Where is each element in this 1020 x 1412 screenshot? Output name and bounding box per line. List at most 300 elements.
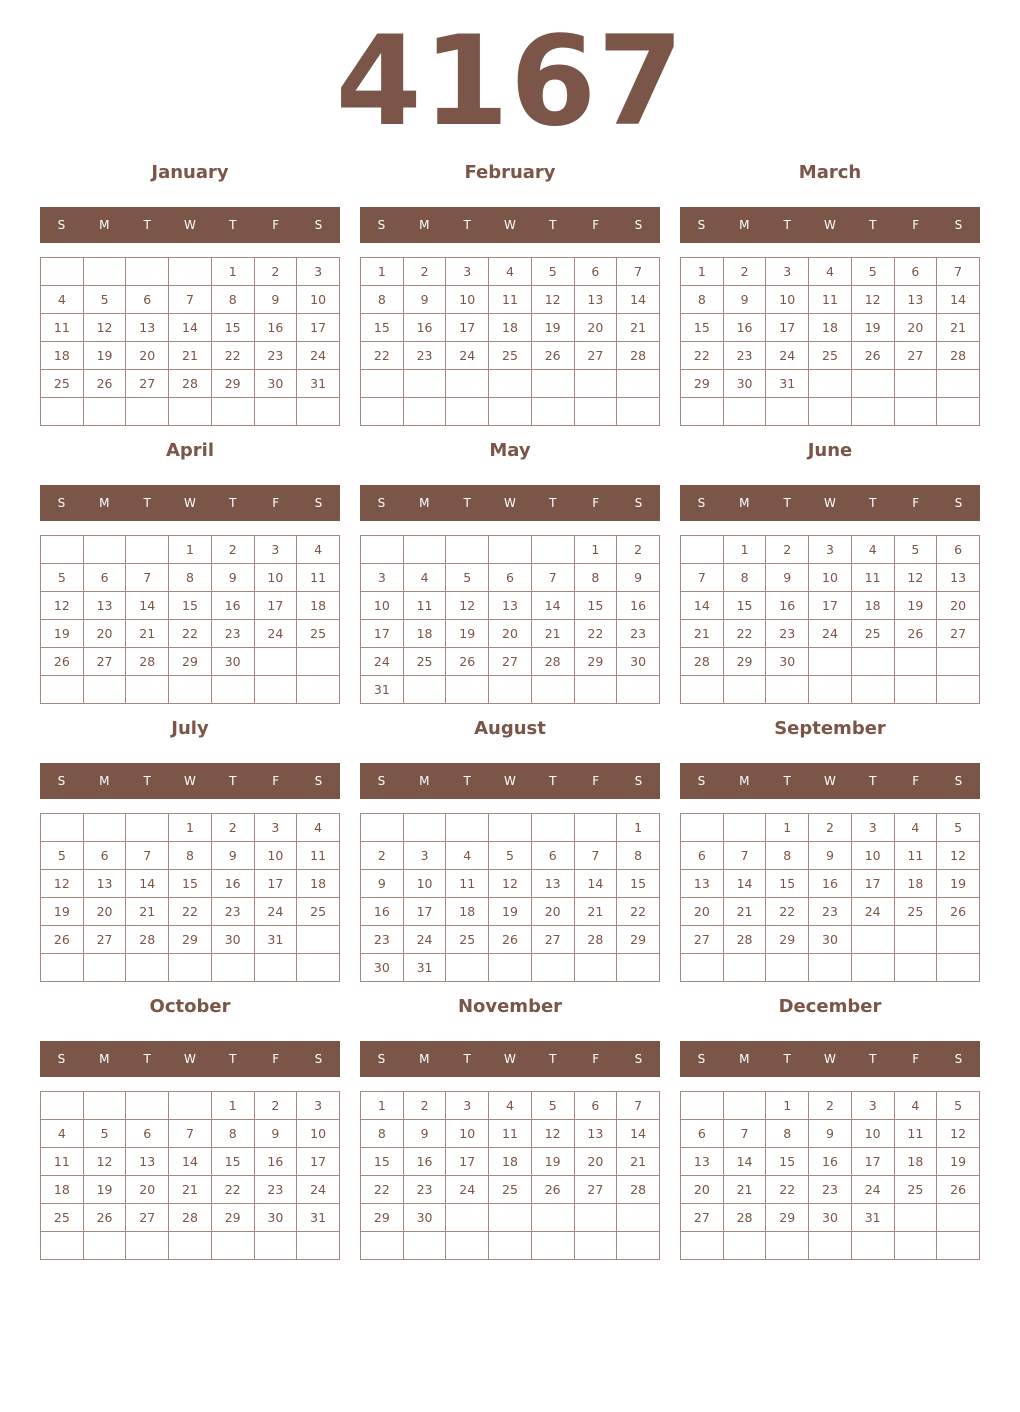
week-row: [41, 870, 340, 898]
day-cell: 6: [681, 1120, 724, 1148]
day-cell: 18: [809, 314, 852, 342]
week-row: [41, 314, 340, 342]
weekday-label: F: [912, 218, 920, 232]
day-cell: 17: [851, 1148, 894, 1176]
weekday-label: S: [954, 496, 963, 510]
day-cell: 27: [83, 648, 126, 676]
week-row: [681, 898, 980, 926]
day-cell: 3: [297, 258, 340, 286]
week-row: [41, 1204, 340, 1232]
day-cell: 11: [297, 564, 340, 592]
day-cell: 10: [446, 1120, 489, 1148]
day-cell: 6: [681, 842, 724, 870]
weekday-label: T: [783, 218, 791, 232]
week-row: [681, 1204, 980, 1232]
empty-day-cell: [361, 1232, 404, 1260]
day-cell: 1: [766, 814, 809, 842]
day-cell: 26: [531, 1176, 574, 1204]
day-cell: 31: [766, 370, 809, 398]
day-cell: 16: [723, 314, 766, 342]
day-cell: 13: [83, 870, 126, 898]
day-cell: 21: [531, 620, 574, 648]
empty-day-cell: [894, 648, 937, 676]
day-cell: 28: [617, 342, 660, 370]
day-cell: 17: [809, 592, 852, 620]
empty-day-cell: [126, 676, 169, 704]
empty-day-cell: [211, 398, 254, 426]
day-cell: 19: [446, 620, 489, 648]
weekday-label: T: [143, 218, 151, 232]
week-row: [361, 286, 660, 314]
day-cell: 8: [766, 842, 809, 870]
empty-day-cell: [297, 1232, 340, 1260]
week-row: [681, 870, 980, 898]
week-row: [681, 564, 980, 592]
empty-day-cell: [681, 398, 724, 426]
day-cell: 18: [41, 342, 84, 370]
weekday-label: S: [634, 1052, 643, 1066]
day-cell: 9: [403, 1120, 446, 1148]
empty-day-cell: [851, 926, 894, 954]
weekday-header: [360, 763, 660, 799]
day-cell: 8: [361, 286, 404, 314]
day-cell: 10: [254, 842, 297, 870]
day-cell: 15: [574, 592, 617, 620]
week-row: [681, 954, 980, 982]
day-cell: 18: [489, 1148, 532, 1176]
empty-day-cell: [446, 1204, 489, 1232]
day-cell: 29: [617, 926, 660, 954]
day-cell: 29: [169, 926, 212, 954]
week-row: [681, 1148, 980, 1176]
day-cell: 16: [403, 1148, 446, 1176]
day-cell: 3: [446, 258, 489, 286]
week-row: [681, 536, 980, 564]
week-row: [41, 1092, 340, 1120]
day-cell: 18: [894, 870, 937, 898]
empty-day-cell: [723, 954, 766, 982]
empty-day-cell: [531, 398, 574, 426]
week-row: [681, 286, 980, 314]
empty-day-cell: [446, 954, 489, 982]
month-name: April: [165, 440, 215, 461]
day-cell: 18: [851, 592, 894, 620]
empty-day-cell: [446, 398, 489, 426]
weekday-label: F: [272, 218, 280, 232]
weekday-label: S: [954, 774, 963, 788]
empty-day-cell: [766, 398, 809, 426]
empty-day-cell: [361, 814, 404, 842]
year-title: 4167: [335, 10, 685, 154]
weekday-label: S: [634, 218, 643, 232]
day-cell: 26: [894, 620, 937, 648]
empty-day-cell: [403, 536, 446, 564]
weekday-label: T: [869, 496, 877, 510]
day-cell: 27: [937, 620, 980, 648]
day-cell: 23: [403, 1176, 446, 1204]
day-cell: 25: [489, 1176, 532, 1204]
empty-day-cell: [723, 1092, 766, 1120]
day-cell: 9: [809, 1120, 852, 1148]
weekday-label: S: [697, 774, 706, 788]
weekday-label: T: [783, 1052, 791, 1066]
empty-day-cell: [41, 258, 84, 286]
empty-day-cell: [723, 398, 766, 426]
week-row: [41, 286, 340, 314]
empty-day-cell: [211, 1232, 254, 1260]
week-row: [361, 1232, 660, 1260]
empty-day-cell: [41, 814, 84, 842]
week-row: [41, 898, 340, 926]
day-cell: 11: [851, 564, 894, 592]
month-name: June: [807, 440, 853, 461]
weekday-label: S: [634, 774, 643, 788]
weekday-label: T: [549, 218, 557, 232]
empty-day-cell: [83, 1092, 126, 1120]
day-cell: 9: [766, 564, 809, 592]
week-row: [681, 592, 980, 620]
day-grid: [40, 257, 340, 426]
day-cell: 3: [446, 1092, 489, 1120]
day-cell: 27: [681, 926, 724, 954]
week-row: [361, 870, 660, 898]
empty-day-cell: [894, 370, 937, 398]
day-cell: 4: [41, 286, 84, 314]
day-cell: 26: [937, 898, 980, 926]
weekday-label: T: [463, 218, 471, 232]
day-cell: 8: [723, 564, 766, 592]
week-row: [681, 258, 980, 286]
day-cell: 25: [446, 926, 489, 954]
day-cell: 21: [617, 314, 660, 342]
day-grid: [360, 257, 660, 426]
day-cell: 21: [169, 1176, 212, 1204]
day-cell: 2: [403, 1092, 446, 1120]
day-cell: 9: [617, 564, 660, 592]
day-cell: 30: [809, 926, 852, 954]
weekday-label: S: [57, 1052, 66, 1066]
week-row: [361, 1120, 660, 1148]
day-cell: 2: [723, 258, 766, 286]
weekday-label: W: [824, 496, 836, 510]
day-cell: 21: [723, 898, 766, 926]
empty-day-cell: [809, 370, 852, 398]
empty-day-cell: [446, 536, 489, 564]
day-cell: 6: [126, 1120, 169, 1148]
day-cell: 22: [211, 1176, 254, 1204]
week-row: [361, 842, 660, 870]
week-row: [681, 926, 980, 954]
day-cell: 12: [894, 564, 937, 592]
weekday-label: F: [592, 774, 600, 788]
day-cell: 4: [489, 258, 532, 286]
day-cell: 8: [211, 1120, 254, 1148]
empty-day-cell: [169, 676, 212, 704]
empty-day-cell: [617, 1232, 660, 1260]
weekday-label: T: [783, 774, 791, 788]
day-cell: 4: [41, 1120, 84, 1148]
day-cell: 12: [937, 842, 980, 870]
empty-day-cell: [681, 536, 724, 564]
week-row: [361, 342, 660, 370]
day-cell: 8: [169, 564, 212, 592]
day-cell: 10: [766, 286, 809, 314]
day-cell: 24: [766, 342, 809, 370]
empty-day-cell: [297, 648, 340, 676]
day-grid: [360, 535, 660, 704]
day-cell: 7: [681, 564, 724, 592]
weekday-label: M: [739, 1052, 750, 1066]
day-cell: 30: [254, 1204, 297, 1232]
month-name: August: [474, 718, 546, 739]
weekday-label: W: [824, 774, 836, 788]
month-name: July: [171, 718, 209, 739]
day-cell: 4: [489, 1092, 532, 1120]
day-cell: 3: [403, 842, 446, 870]
empty-day-cell: [41, 1092, 84, 1120]
day-cell: 16: [766, 592, 809, 620]
day-cell: 12: [531, 286, 574, 314]
day-cell: 6: [894, 258, 937, 286]
day-cell: 1: [574, 536, 617, 564]
day-cell: 9: [211, 564, 254, 592]
day-cell: 3: [254, 814, 297, 842]
day-cell: 2: [211, 814, 254, 842]
empty-day-cell: [403, 676, 446, 704]
weekday-label: T: [869, 1052, 877, 1066]
week-row: [681, 1120, 980, 1148]
empty-day-cell: [937, 648, 980, 676]
empty-day-cell: [531, 954, 574, 982]
day-cell: 22: [617, 898, 660, 926]
weekday-header: [40, 1041, 340, 1077]
empty-day-cell: [681, 954, 724, 982]
weekday-label: M: [419, 1052, 430, 1066]
week-row: [361, 1176, 660, 1204]
day-cell: 11: [894, 842, 937, 870]
empty-day-cell: [83, 398, 126, 426]
day-cell: 12: [41, 592, 84, 620]
weekday-label: S: [377, 218, 386, 232]
day-cell: 5: [41, 564, 84, 592]
day-grid: [40, 1091, 340, 1260]
week-row: [41, 620, 340, 648]
day-cell: 18: [489, 314, 532, 342]
weekday-label: F: [912, 1052, 920, 1066]
week-row: [361, 314, 660, 342]
day-cell: 30: [211, 648, 254, 676]
day-cell: 27: [681, 1204, 724, 1232]
day-cell: 25: [489, 342, 532, 370]
week-row: [681, 620, 980, 648]
empty-day-cell: [403, 1232, 446, 1260]
day-cell: 22: [169, 898, 212, 926]
empty-day-cell: [531, 370, 574, 398]
weekday-label: T: [549, 1052, 557, 1066]
weekday-label: M: [99, 774, 110, 788]
weekday-header: [680, 485, 980, 521]
day-cell: 23: [809, 898, 852, 926]
day-cell: 5: [41, 842, 84, 870]
day-cell: 27: [83, 926, 126, 954]
day-cell: 16: [211, 870, 254, 898]
day-cell: 27: [574, 1176, 617, 1204]
day-cell: 15: [766, 1148, 809, 1176]
empty-day-cell: [723, 1232, 766, 1260]
day-cell: 7: [617, 1092, 660, 1120]
weekday-label: F: [592, 1052, 600, 1066]
empty-day-cell: [446, 1232, 489, 1260]
weekday-label: T: [869, 774, 877, 788]
day-cell: 26: [489, 926, 532, 954]
day-cell: 6: [83, 564, 126, 592]
day-cell: 13: [574, 1120, 617, 1148]
empty-day-cell: [83, 676, 126, 704]
empty-day-cell: [211, 954, 254, 982]
day-cell: 20: [574, 314, 617, 342]
empty-day-cell: [617, 398, 660, 426]
empty-day-cell: [809, 398, 852, 426]
empty-day-cell: [617, 954, 660, 982]
empty-day-cell: [126, 1232, 169, 1260]
day-cell: 7: [169, 286, 212, 314]
week-row: [681, 314, 980, 342]
day-cell: 10: [403, 870, 446, 898]
weekday-label: M: [99, 218, 110, 232]
empty-day-cell: [937, 676, 980, 704]
day-cell: 19: [83, 342, 126, 370]
weekday-label: T: [143, 496, 151, 510]
day-cell: 6: [489, 564, 532, 592]
empty-day-cell: [297, 676, 340, 704]
day-cell: 7: [531, 564, 574, 592]
empty-day-cell: [489, 1204, 532, 1232]
weekday-label: F: [272, 496, 280, 510]
day-cell: 28: [723, 1204, 766, 1232]
day-cell: 14: [723, 1148, 766, 1176]
day-cell: 22: [766, 1176, 809, 1204]
day-cell: 15: [169, 870, 212, 898]
day-cell: 9: [211, 842, 254, 870]
day-cell: 28: [681, 648, 724, 676]
day-cell: 27: [489, 648, 532, 676]
weekday-header: [360, 207, 660, 243]
day-cell: 26: [531, 342, 574, 370]
day-cell: 10: [851, 842, 894, 870]
empty-day-cell: [403, 398, 446, 426]
day-cell: 8: [681, 286, 724, 314]
empty-day-cell: [809, 676, 852, 704]
day-cell: 3: [766, 258, 809, 286]
weekday-label: T: [143, 1052, 151, 1066]
week-row: [361, 898, 660, 926]
day-cell: 1: [169, 814, 212, 842]
day-cell: 28: [937, 342, 980, 370]
empty-day-cell: [574, 1204, 617, 1232]
day-grid: [360, 1091, 660, 1260]
empty-day-cell: [894, 954, 937, 982]
day-cell: 10: [254, 564, 297, 592]
day-cell: 9: [254, 1120, 297, 1148]
weekday-label: S: [377, 496, 386, 510]
day-cell: 22: [169, 620, 212, 648]
day-cell: 5: [446, 564, 489, 592]
month-name: February: [464, 162, 556, 183]
weekday-label: W: [184, 218, 196, 232]
empty-day-cell: [126, 1092, 169, 1120]
empty-day-cell: [851, 1232, 894, 1260]
weekday-label: S: [697, 218, 706, 232]
day-cell: 6: [531, 842, 574, 870]
day-cell: 20: [681, 898, 724, 926]
empty-day-cell: [83, 258, 126, 286]
day-cell: 7: [723, 842, 766, 870]
day-cell: 26: [41, 648, 84, 676]
day-cell: 2: [809, 1092, 852, 1120]
empty-day-cell: [894, 676, 937, 704]
weekday-label: T: [549, 774, 557, 788]
empty-day-cell: [489, 814, 532, 842]
day-cell: 13: [681, 1148, 724, 1176]
day-cell: 14: [169, 314, 212, 342]
empty-day-cell: [574, 398, 617, 426]
day-cell: 13: [574, 286, 617, 314]
day-cell: 16: [809, 1148, 852, 1176]
weekday-header: [680, 1041, 980, 1077]
weekday-header: [680, 763, 980, 799]
empty-day-cell: [254, 676, 297, 704]
day-cell: 9: [809, 842, 852, 870]
empty-day-cell: [489, 954, 532, 982]
empty-day-cell: [254, 648, 297, 676]
empty-day-cell: [254, 954, 297, 982]
day-cell: 7: [126, 842, 169, 870]
day-cell: 13: [126, 1148, 169, 1176]
weekday-label: F: [272, 1052, 280, 1066]
week-row: [41, 842, 340, 870]
week-row: [361, 1092, 660, 1120]
day-cell: 5: [489, 842, 532, 870]
day-cell: 10: [361, 592, 404, 620]
week-row: [361, 398, 660, 426]
day-cell: 5: [937, 814, 980, 842]
empty-day-cell: [574, 370, 617, 398]
day-cell: 2: [766, 536, 809, 564]
day-cell: 31: [361, 676, 404, 704]
day-grid: [40, 535, 340, 704]
weekday-label: S: [954, 218, 963, 232]
day-cell: 6: [83, 842, 126, 870]
weekday-label: S: [314, 218, 323, 232]
day-cell: 8: [617, 842, 660, 870]
day-cell: 29: [211, 1204, 254, 1232]
month-name: November: [457, 996, 563, 1017]
empty-day-cell: [403, 370, 446, 398]
day-cell: 20: [83, 898, 126, 926]
weekday-header: [40, 485, 340, 521]
weekday-label: S: [954, 1052, 963, 1066]
day-cell: 10: [851, 1120, 894, 1148]
day-cell: 11: [809, 286, 852, 314]
day-cell: 21: [617, 1148, 660, 1176]
day-cell: 21: [126, 898, 169, 926]
day-cell: 22: [681, 342, 724, 370]
weekday-label: M: [99, 496, 110, 510]
empty-day-cell: [83, 814, 126, 842]
day-cell: 15: [723, 592, 766, 620]
month-name: September: [774, 718, 886, 739]
day-cell: 20: [531, 898, 574, 926]
